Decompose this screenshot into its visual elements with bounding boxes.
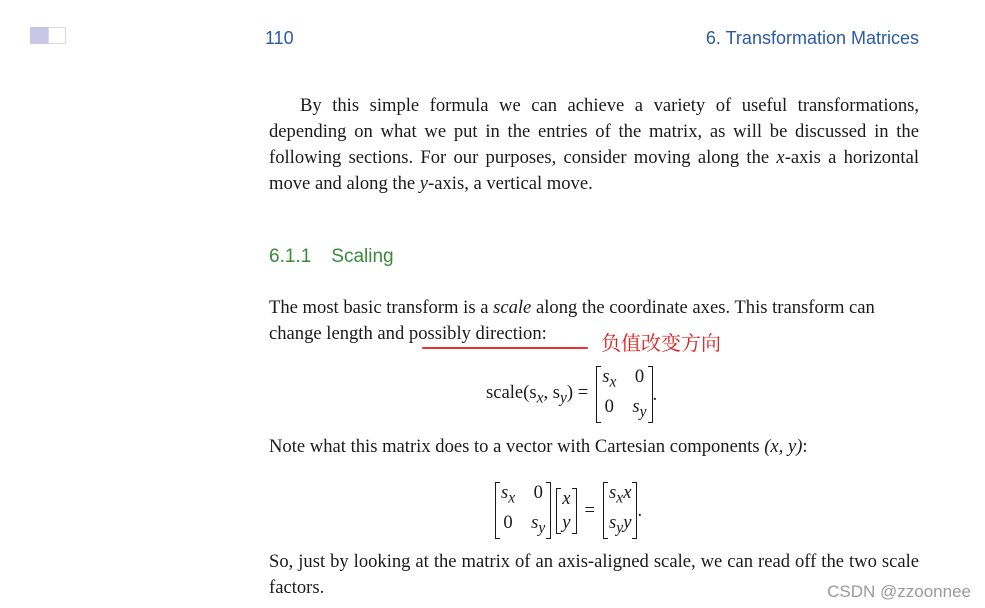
paragraph-conclusion: So, just by looking at the matrix of an axis-aligned scale, we can read off the two scale factors. (269, 551, 919, 598)
paragraph-intro-text-a: By this simple formula we can achieve a variety of useful transformations, depending on what we put in the entries of the matrix, as will be discussed in the following sections. For our purposes, consider moving along the (269, 95, 919, 168)
corner-mark-outline (48, 27, 66, 44)
cartesian-coords: (x, y) (764, 436, 803, 457)
eq1-period: . (652, 383, 658, 405)
paragraph-vector-colon: : (802, 436, 808, 457)
corner-mark-filled (30, 27, 48, 44)
var-y: y (419, 173, 429, 194)
section-heading (269, 246, 394, 268)
result-vector: $s_xx$ $s_yy$ (603, 481, 637, 540)
paragraph-scale-text-a: The most basic transform is a (269, 297, 494, 318)
corner-mark (30, 27, 66, 44)
watermark: CSDN @zzoonnee (827, 582, 971, 601)
emphasis-scale: scale (493, 297, 532, 318)
page-number: 110 (265, 28, 294, 48)
equation-scale (486, 365, 657, 424)
paragraph-vector (269, 434, 919, 460)
section-title: Scaling (331, 246, 394, 267)
paragraph-intro (269, 93, 919, 197)
handwritten-annotation: 负值改变方向 (601, 331, 721, 355)
paragraph-intro-text-b: -axis a horizontal move and along the (269, 147, 919, 194)
apply-matrix: $s_x$ 0 0 $s_y$ (495, 481, 551, 540)
input-vector: x y (556, 487, 576, 535)
equals-sign: = (584, 499, 596, 521)
chapter-title: 6. Transformation Matrices (705, 28, 919, 48)
var-x: x (776, 147, 785, 168)
eq1-lhs: $scale(s_x$, $s_y$) = (486, 381, 589, 407)
paragraph-intro-text-c: -axis, a vertical move. (428, 173, 593, 194)
equation-apply (495, 481, 642, 540)
paragraph-scale-text-b: along the coordinate axes. This transform can change length and possibly direction: (269, 297, 875, 344)
paragraph-vector-text: Note what this matrix does to a vector with Cartesian components (269, 436, 765, 457)
scale-matrix: $s_x$ 0 0 $s_y$ (596, 365, 652, 424)
eq2-period: . (637, 499, 643, 521)
handwritten-underline (422, 347, 588, 349)
paragraph-scale (269, 295, 919, 347)
section-number: 6.1.1 (269, 246, 312, 267)
